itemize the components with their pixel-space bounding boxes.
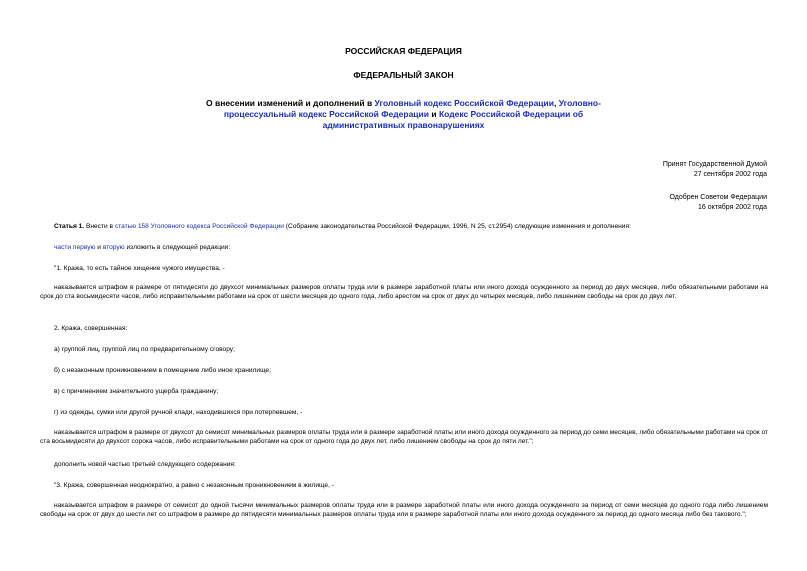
article1-label: Статья 1. bbox=[54, 223, 85, 230]
article1-intro-text: Внести в bbox=[84, 223, 115, 230]
title-separator: и bbox=[428, 109, 439, 119]
duma-adoption-label: Принят Государственной Думой bbox=[662, 161, 767, 168]
council-approval-label: Одобрен Советом Федерации bbox=[669, 194, 767, 201]
country-heading: РОССИЙСКАЯ ФЕДЕРАЦИЯ bbox=[345, 46, 462, 56]
criminal-code-link[interactable]: Уголовный кодекс Российской Федерации bbox=[374, 98, 554, 108]
law-title bbox=[200, 98, 607, 131]
criminal-procedure-code-link[interactable]: Уголовно-процессуальный кодекс Российской Федерации bbox=[223, 98, 601, 119]
paragraph: наказывается штрафом в размере от пятидесяти до двухсот минимальных размеров оплаты труда или в размере заработной платы или иного дохода осужденного за период до двух месяцев, либо обязательными работами на срок до ста восьмидесяти часов, либо исправительными работами на срок от шести месяцев до одного года, либо арестом на срок от двух до четырех месяцев, либо лишением свободы на срок до двух лет. bbox=[40, 284, 768, 301]
paragraph: в) с причинением значительного ущерба гражданину; bbox=[54, 388, 219, 395]
paragraph: г) из одежды, сумки или другой ручной клади, находившихся при потерпевшем, - bbox=[54, 409, 303, 416]
paragraph: "3. Кража, совершенная неоднократно, а равно с незаконным проникновением в жилище, - bbox=[54, 482, 334, 489]
doc-type-heading: ФЕДЕРАЛЬНЫЙ ЗАКОН bbox=[353, 70, 454, 80]
title-prefix: О внесении изменений и дополнений в bbox=[206, 98, 375, 108]
article1-intro bbox=[40, 222, 768, 231]
paragraph: дополнить новой частью третьей следующего содержания: bbox=[54, 461, 236, 468]
title-separator: , bbox=[553, 98, 559, 108]
duma-adoption bbox=[663, 160, 767, 180]
paragraph: наказывается штрафом в размере от семисот до одной тысячи минимальных размеров оплаты труда или в размере заработной платы или иного дохода осужденного за период от семи месяцев до одного года либо лишением свободы на срок от двух до шести лет со штрафом в размере до пятидесяти минимальных размеров оплаты труда или в размере заработной платы или иного дохода осужденного за период до одного месяца либо без такового."; bbox=[40, 502, 768, 519]
paragraph: наказывается штрафом в размере от двухсот до семисот минимальных размеров оплаты труда или в размере заработной платы или иного дохода осужденного за период до семи месяцев, либо обязательными работами на срок от ста восьмидесяти до двухсот сорока часов, либо исправительными работами на срок от одного года до двух лет, либо лишением свободы на срок до пяти лет."; bbox=[40, 429, 768, 446]
part-two-link[interactable]: вторую bbox=[102, 244, 125, 251]
article1-intro-text: (Собрание законодательства Российской Федерации, 1996, N 25, ст.2954) следующие изменения и дополнения: bbox=[283, 223, 631, 230]
part-one-link[interactable]: части первую bbox=[54, 244, 96, 251]
paragraph: "1. Кража, то есть тайное хищение чужого имущества, - bbox=[54, 265, 225, 272]
paragraph: 2. Кража, совершенная: bbox=[54, 325, 128, 332]
duma-adoption-date: 27 сентября 2002 года bbox=[693, 171, 767, 178]
paragraph: б) с незаконным проникновением в помещение либо иное хранилище; bbox=[54, 367, 271, 374]
administrative-code-link[interactable]: Кодекс Российской Федерации об административных правонарушениях bbox=[322, 109, 584, 130]
council-approval bbox=[669, 193, 767, 213]
parts-instruction-text: изложить в следующей редакции: bbox=[124, 244, 231, 251]
parts-instruction-text: и bbox=[95, 244, 103, 251]
council-approval-date: 16 октября 2002 года bbox=[698, 204, 767, 211]
paragraph: а) группой лиц, группой лиц по предварительному сговору; bbox=[54, 346, 235, 353]
article158-link[interactable]: статью 158 Уголовного кодекса Российской Федерации bbox=[114, 223, 284, 230]
parts-instruction bbox=[40, 243, 768, 252]
